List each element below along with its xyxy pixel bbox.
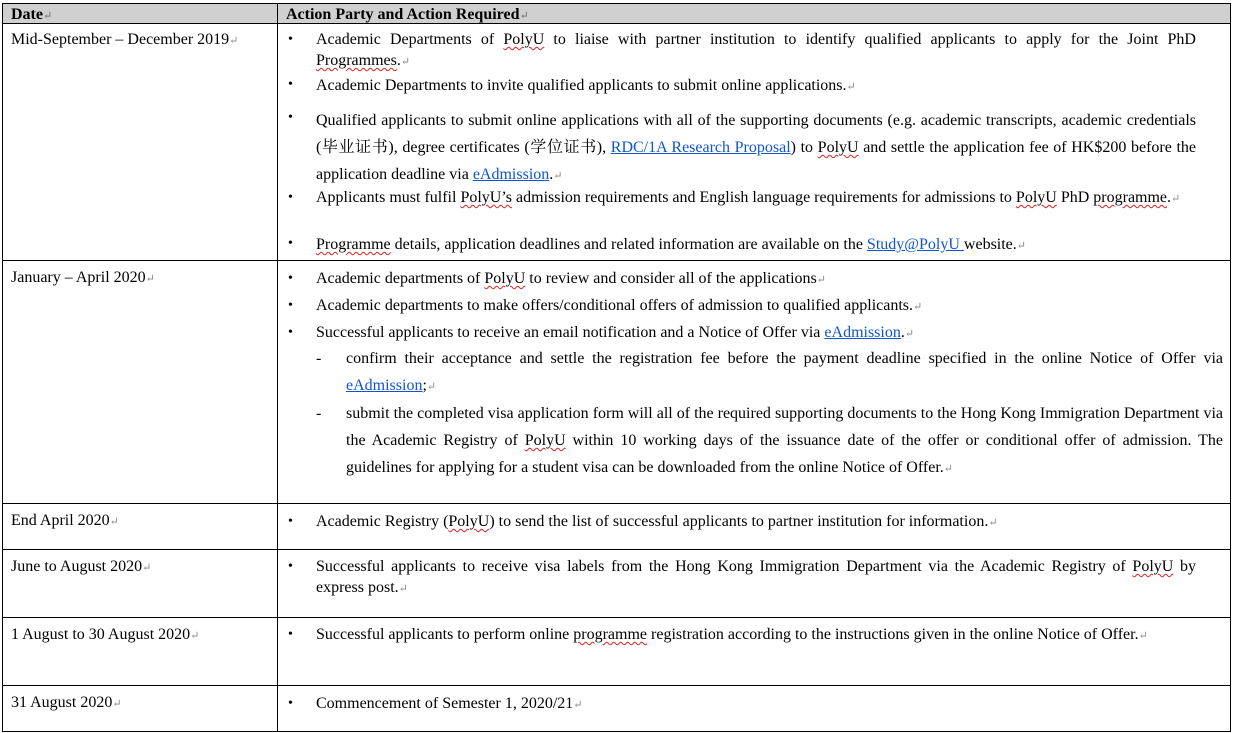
action-item: Academic departments to make offers/conditional offers of admission to qualified applicants.↵ [316, 297, 923, 314]
header-divider [2, 23, 1231, 24]
sub-action-item: confirm their acceptance and settle the registration fee before the payment deadline specified in the online Notice of Offer via eAdmission;↵ [346, 350, 1223, 394]
action-item: Programme details, application deadlines and related information are available on the Study@PolyU website.↵ [316, 236, 1026, 253]
row-date: June to August 2020↵ [11, 558, 152, 575]
header-date: Date↵ [11, 6, 53, 23]
table-border-left [2, 3, 3, 731]
row-date: 1 August to 30 August 2020↵ [11, 626, 200, 643]
action-item: Academic departments of PolyU to review and consider all of the applications↵ [316, 270, 826, 287]
table-border-top [2, 3, 1231, 4]
row-date: End April 2020↵ [11, 512, 119, 529]
row-divider [2, 503, 1231, 504]
bullet-icon: • [288, 514, 293, 529]
dash-marker: - [316, 350, 322, 367]
row-date: 31 August 2020↵ [11, 694, 122, 711]
eadmission-link[interactable]: eAdmission [472, 166, 550, 183]
header-background [3, 4, 1230, 23]
row-divider [2, 549, 1231, 550]
action-item: Successful applicants to perform online programme registration according to the instructions given in the online Notice of Offer.↵ [316, 626, 1148, 643]
bullet-icon: • [288, 190, 293, 205]
eadmission-link[interactable]: eAdmission [346, 377, 423, 394]
header-action: Action Party and Action Required↵ [286, 6, 529, 23]
bullet-icon: • [288, 110, 293, 125]
eadmission-link[interactable]: eAdmission [824, 324, 901, 341]
bullet-icon: • [288, 696, 293, 711]
bullet-icon: • [288, 298, 293, 313]
row-date: Mid-September – December 2019↵ [11, 31, 239, 48]
action-item: Academic Departments of PolyU to liaise with partner institution to identify qualified applicants to apply for the Joint PhD Programmes.↵ [316, 31, 1196, 69]
action-item: Applicants must fulfil PolyU’s admission requirements and English language requirements for admissions to PolyU PhD programme.↵ [316, 189, 1181, 206]
table-border-right [1230, 3, 1231, 731]
action-item: Successful applicants to receive visa labels from the Hong Kong Immigration Department via the Academic Registry of PolyU by express post.↵ [316, 558, 1197, 596]
action-item: Successful applicants to receive an email notification and a Notice of Offer via eAdmission.↵ [316, 324, 915, 341]
dash-marker: - [316, 405, 322, 422]
bullet-icon: • [288, 77, 293, 92]
row-divider [2, 685, 1231, 686]
bullet-icon: • [288, 236, 293, 251]
bullet-icon: • [288, 559, 293, 574]
action-item: Academic Departments to invite qualified applicants to submit online applications.↵ [316, 77, 856, 94]
study-polyu-link[interactable]: Study@PolyU [866, 236, 964, 253]
sub-action-item: submit the completed visa application form will all of the required supporting documents to the Hong Kong Immigration Department via the Academic Registry of PolyU within 10 working days of the issuance date of the offer or conditional offer of admission. The guidelines for applying for a student visa can be downloaded from the online Notice of Offer.↵ [346, 405, 1224, 476]
row-date: January – April 2020↵ [11, 269, 155, 286]
bullet-icon: • [288, 271, 293, 286]
row-divider [2, 260, 1231, 261]
row-divider [2, 617, 1231, 618]
bullet-icon: • [288, 325, 293, 340]
table-border-bottom [2, 731, 1231, 732]
bullet-icon: • [288, 627, 293, 642]
column-divider [277, 3, 278, 731]
action-item: Academic Registry (PolyU) to send the list of successful applicants to partner institution for information.↵ [316, 513, 998, 530]
bullet-icon: • [288, 32, 293, 47]
action-item: Commencement of Semester 1, 2020/21↵ [316, 695, 583, 712]
action-item: Qualified applicants to submit online applications with all of the supporting documents (e.g. academic transcripts, academic credentials (毕业证书), degree certificates (学位证书), RDC/1A Research Proposal) to PolyU and settle the application fee of HK$200 before the application deadline via eAdmission.↵ [316, 112, 1197, 183]
research-proposal-link[interactable]: RDC/1A Research Proposal [610, 139, 791, 156]
